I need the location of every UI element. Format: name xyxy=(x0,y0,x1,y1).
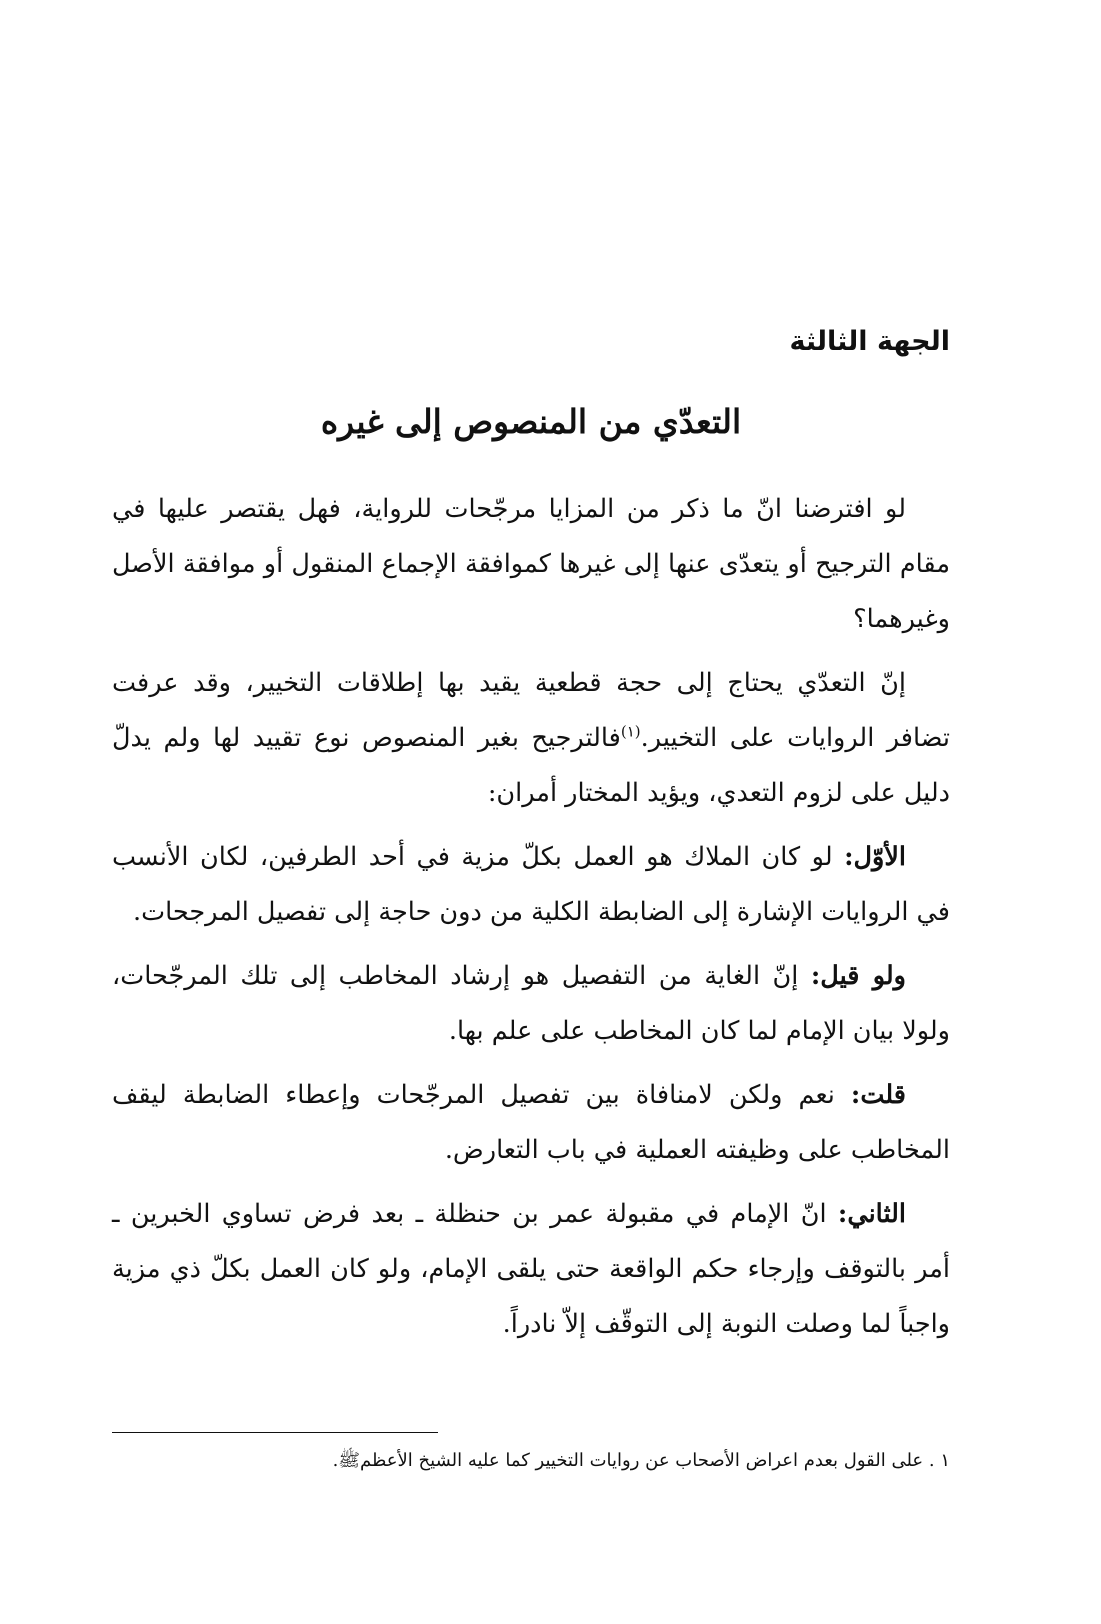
footnote: ١ . على القول بعدم اعراض الأصحاب عن روايات التخيير كما عليه الشيخ الأعظمﷺ. xyxy=(332,1450,950,1471)
paragraph-lead: ولو قيل: xyxy=(810,961,906,991)
paragraph-text: لو كان الملاك هو العمل بكلّ مزية في أحد الطرفين، لكان الأنسب في الروايات الإشارة إلى الضابطة الكلية من دون حاجة إلى تفصيل المرجحات. xyxy=(112,842,950,927)
paragraph-text: لو افترضنا انّ ما ذكر من المزايا مرجّحات للرواية، فهل يقتصر عليها في مقام الترجيح أو يتعدّى عنها إلى غيرها كموافقة الإجماع المنقول أو موافقة الأصل وغيرهما؟ xyxy=(112,494,950,634)
paragraph-1 xyxy=(112,482,950,647)
paragraph-lead: قلت: xyxy=(850,1080,906,1110)
footnote-divider xyxy=(112,1432,438,1433)
paragraph-text: انّ الإمام في مقبولة عمر بن حنظلة ـ بعد فرض تساوي الخبرين ـ أمر بالتوقف وإرجاء حكم الواقعة حتى يلقى الإمام، ولو كان العمل بكلّ ذي مزية واجباً لما وصلت النوبة إلى التوقّف إلاّ نادراً. xyxy=(112,1199,950,1339)
paragraph-text: إنّ الغاية من التفصيل هو إرشاد المخاطب إلى تلك المرجّحات، ولولا بيان الإمام لما كان المخاطب على علم بها. xyxy=(112,961,950,1046)
paragraph-text: إنّ التعدّي يحتاج إلى حجة قطعية يقيد بها إطلاقات التخيير، وقد عرفت تضافر الروايات على التخيير. xyxy=(112,668,950,753)
footnote-reference[interactable]: (١) xyxy=(620,722,641,741)
paragraph-2 xyxy=(112,656,950,821)
chapter-title: التعدّي من المنصوص إلى غيره xyxy=(320,402,742,441)
paragraph-reply xyxy=(112,1068,950,1178)
paragraph-text: نعم ولكن لامنافاة بين تفصيل المرجّحات وإعطاء الضابطة ليقف المخاطب على وظيفته العملية في باب التعارض. xyxy=(112,1080,950,1165)
section-label: الجهة الثالثة xyxy=(789,326,950,357)
paragraph-objection xyxy=(112,949,950,1059)
paragraph-lead: الثاني: xyxy=(837,1199,906,1229)
paragraph-first-reason xyxy=(112,830,950,940)
book-page xyxy=(112,0,950,1624)
paragraph-text-continued: فالترجيح بغير المنصوص نوع تقييد لها ولم يدلّ دليل على لزوم التعدي، ويؤيد المختار أمران: xyxy=(112,723,950,808)
body-text xyxy=(112,482,950,1361)
paragraph-lead: الأوّل: xyxy=(844,842,906,872)
paragraph-second-reason xyxy=(112,1187,950,1352)
